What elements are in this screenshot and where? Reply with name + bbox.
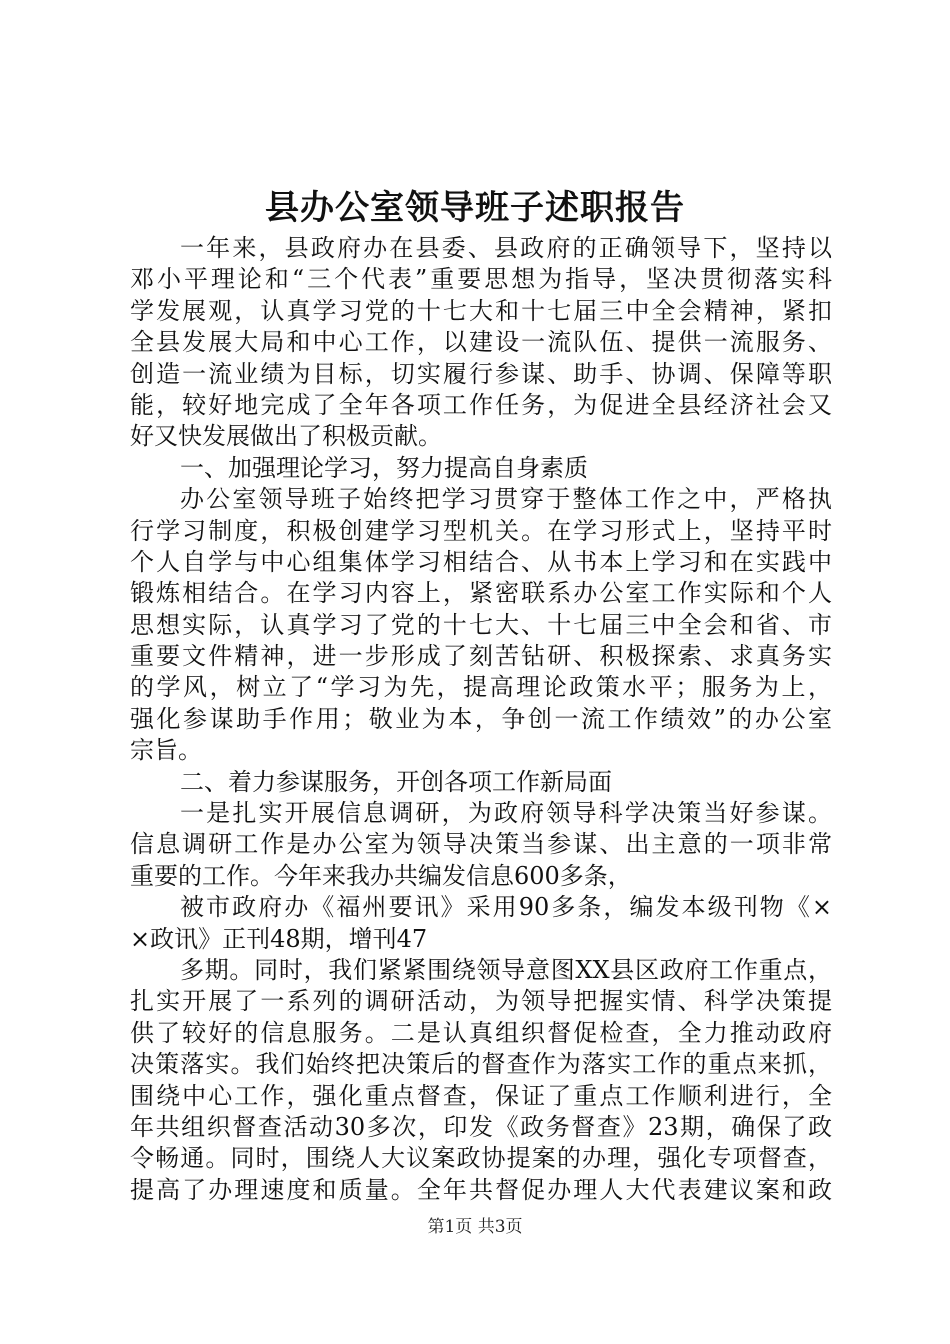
- paragraph-line: 思想实际，认真学习了党的十七大、十七届三中全会和省、市: [130, 610, 832, 639]
- paragraph-line: 决策落实。我们始终把决策后的督查作为落实工作的重点来抓，: [130, 1050, 832, 1079]
- paragraph-line: 提高了办理速度和质量。全年共督促办理人大代表建议案和政: [130, 1175, 832, 1204]
- paragraph-line: 多期。同时，我们紧紧围绕领导意图XX县区政府工作重点，: [180, 955, 832, 984]
- document-body: [130, 233, 832, 1206]
- paragraph-line: 重要文件精神，进一步形成了刻苦钻研、积极探索、求真务实: [130, 642, 832, 671]
- paragraph-line: 宗旨。: [130, 736, 202, 765]
- paragraph-line: 一是扎实开展信息调研，为政府领导科学决策当好参谋。: [180, 799, 832, 828]
- paragraph-line: 一年来，县政府办在县委、县政府的正确领导下，坚持以: [180, 234, 832, 262]
- paragraph-line: 的学风，树立了“学习为先，提高理论政策水平；服务为上，: [130, 673, 832, 702]
- paragraph-line: 全县发展大局和中心工作，以建设一流队伍、提供一流服务、: [130, 328, 832, 357]
- paragraph-line: 被市政府办《福州要讯》采用90多条，编发本级刊物《×: [180, 893, 832, 922]
- section-heading: 二、着力参谋服务，开创各项工作新局面: [180, 767, 612, 796]
- paragraph-line: 行学习制度，积极创建学习型机关。在学习形式上，坚持平时: [130, 516, 832, 545]
- paragraph-line: 个人自学与中心组集体学习相结合、从书本上学习和在实践中: [130, 547, 832, 576]
- paragraph-line: 办公室领导班子始终把学习贯穿于整体工作之中，严格执: [180, 485, 832, 514]
- paragraph-line: 供了较好的信息服务。二是认真组织督促检查，全力推动政府: [130, 1018, 832, 1047]
- document-title: 县办公室领导班子述职报告: [265, 188, 685, 228]
- paragraph-line: 信息调研工作是办公室为领导决策当参谋、出主意的一项非常: [130, 830, 832, 859]
- page-number: 第1页 共3页: [427, 1217, 523, 1237]
- paragraph-line: 扎实开展了一系列的调研活动，为领导把握实情、科学决策提: [130, 987, 832, 1016]
- paragraph-line: 锻炼相结合。在学习内容上，紧密联系办公室工作实际和个人: [130, 579, 832, 608]
- paragraph-line: 创造一流业绩为目标，切实履行参谋、助手、协调、保障等职: [130, 359, 832, 388]
- paragraph-line: 令畅通。同时，围绕人大议案政协提案的办理，强化专项督查，: [130, 1144, 832, 1173]
- paragraph-line: 年共组织督查活动30多次，印发《政务督查》23期，确保了政: [130, 1112, 832, 1141]
- paragraph-line: 好又快发展做出了积极贡献。: [130, 422, 442, 451]
- paragraph-line: 邓小平理论和“三个代表”重要思想为指导，坚决贯彻落实科: [130, 265, 832, 294]
- paragraph-line: 学发展观，认真学习党的十七大和十七届三中全会精神，紧扣: [130, 296, 832, 325]
- paragraph-line: 围绕中心工作，强化重点督查，保证了重点工作顺利进行，全: [130, 1081, 832, 1110]
- section-heading: 一、加强理论学习，努力提高自身素质: [180, 453, 588, 482]
- paragraph-line: 强化参谋助手作用；敬业为本，争创一流工作绩效”的办公室: [130, 704, 832, 733]
- paragraph-line: 重要的工作。今年来我办共编发信息600多条，: [130, 861, 632, 890]
- paragraph-line: ×政讯》正刊48期，增刊47: [130, 924, 428, 953]
- paragraph-line: 能，较好地完成了全年各项工作任务，为促进全县经济社会又: [130, 390, 832, 419]
